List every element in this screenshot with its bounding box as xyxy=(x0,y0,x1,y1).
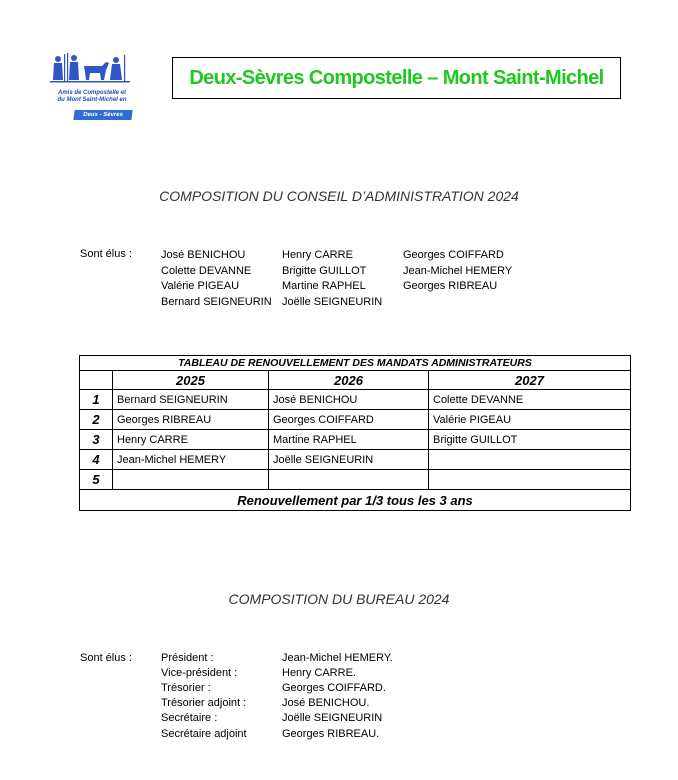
bureau-role: Secrétaire : xyxy=(161,712,218,724)
bureau-name: José BENICHOU. xyxy=(282,697,370,709)
logo-text-line-1: Amis de Compostelle et xyxy=(57,90,126,96)
year-header: 2026 xyxy=(269,371,429,390)
table-cell: Colette DEVANNE xyxy=(429,390,631,410)
header-empty-cell xyxy=(80,371,113,390)
header-box xyxy=(172,57,621,99)
table-cell: Georges COIFFARD xyxy=(269,410,429,430)
bureau-name: Joëlle SEIGNEURIN xyxy=(282,712,383,724)
member-name: Georges COIFFARD xyxy=(403,249,504,261)
row-number: 5 xyxy=(80,470,113,490)
conseil-elus-label: Sont élus : xyxy=(80,248,132,260)
table-row xyxy=(80,430,631,450)
table-cell: Bernard SEIGNEURIN xyxy=(113,390,269,410)
row-number: 2 xyxy=(80,410,113,430)
table-cell: Valérie PIGEAU xyxy=(429,410,631,430)
table-cell xyxy=(269,470,429,490)
table-row xyxy=(80,450,631,470)
bureau-title: COMPOSITION DU BUREAU 2024 xyxy=(228,591,450,607)
table-cell: Henry CARRE xyxy=(113,430,269,450)
bureau-name: Henry CARRE. xyxy=(282,667,356,679)
table-cell: Jean-Michel HEMERY xyxy=(113,450,269,470)
table-cell: Joëlle SEIGNEURIN xyxy=(269,450,429,470)
table-caption: TABLEAU DE RENOUVELLEMENT DES MANDATS ADMINISTRATEURS xyxy=(80,356,631,371)
member-name: Georges RIBREAU xyxy=(403,280,498,292)
association-logo xyxy=(44,50,140,120)
bureau-elus-label: Sont élus : xyxy=(80,652,132,664)
table-row xyxy=(80,410,631,430)
table-cell: Brigitte GUILLOT xyxy=(429,430,631,450)
header-title: Deux-Sèvres Compostelle – Mont Saint-Michel xyxy=(189,66,604,89)
table-footer: Renouvellement par 1/3 tous les 3 ans xyxy=(80,490,631,511)
logo-text-line-2: du Mont Saint-Michel en xyxy=(57,97,127,103)
table-header-row xyxy=(80,371,631,390)
member-name: Bernard SEIGNEURIN xyxy=(161,295,272,308)
row-number: 4 xyxy=(80,450,113,470)
member-name: Jean-Michel HEMERY xyxy=(403,264,513,277)
year-header: 2027 xyxy=(429,371,631,390)
member-name: Colette DEVANNE xyxy=(161,264,252,277)
table-caption-row xyxy=(80,356,631,371)
mandats-table xyxy=(79,355,631,511)
bureau-name: Georges RIBREAU. xyxy=(282,728,380,740)
row-number: 1 xyxy=(80,390,113,410)
table-row xyxy=(80,470,631,490)
table-cell xyxy=(429,450,631,470)
table-row xyxy=(80,390,631,410)
bureau-name: Georges COIFFARD. xyxy=(282,682,386,694)
member-name: Martine RAPHEL xyxy=(282,280,366,292)
bureau-role: Vice-président : xyxy=(161,667,238,679)
table-cell: José BENICHOU xyxy=(269,390,429,410)
conseil-column-3 xyxy=(403,248,512,295)
bureau-role: Trésorier : xyxy=(161,682,211,694)
conseil-title: COMPOSITION DU CONSEIL D’ADMINISTRATION 2024 xyxy=(159,188,519,204)
table-cell xyxy=(429,470,631,490)
year-header: 2025 xyxy=(113,371,269,390)
table-footer-row xyxy=(80,490,631,511)
bureau-role: Président : xyxy=(161,652,214,664)
conseil-column-1 xyxy=(161,248,272,310)
member-name: José BENICHOU xyxy=(161,249,246,261)
bureau-role: Secrétaire adjoint xyxy=(161,728,247,740)
member-name: Valérie PIGEAU xyxy=(161,280,240,292)
pilgrims-logo-icon xyxy=(44,50,140,90)
row-number: 3 xyxy=(80,430,113,450)
table-cell: Georges RIBREAU xyxy=(113,410,269,430)
logo-badge: Deux - Sèvres xyxy=(73,110,132,120)
table-cell xyxy=(113,470,269,490)
conseil-column-2 xyxy=(282,248,382,310)
member-name: Henry CARRE xyxy=(282,249,353,261)
bureau-name: Jean-Michel HEMERY. xyxy=(282,652,393,664)
bureau-role: Trésorier adjoint : xyxy=(161,697,247,709)
member-name: Brigitte GUILLOT xyxy=(282,264,367,277)
member-name: Joëlle SEIGNEURIN xyxy=(282,295,383,308)
table-cell: Martine RAPHEL xyxy=(269,430,429,450)
